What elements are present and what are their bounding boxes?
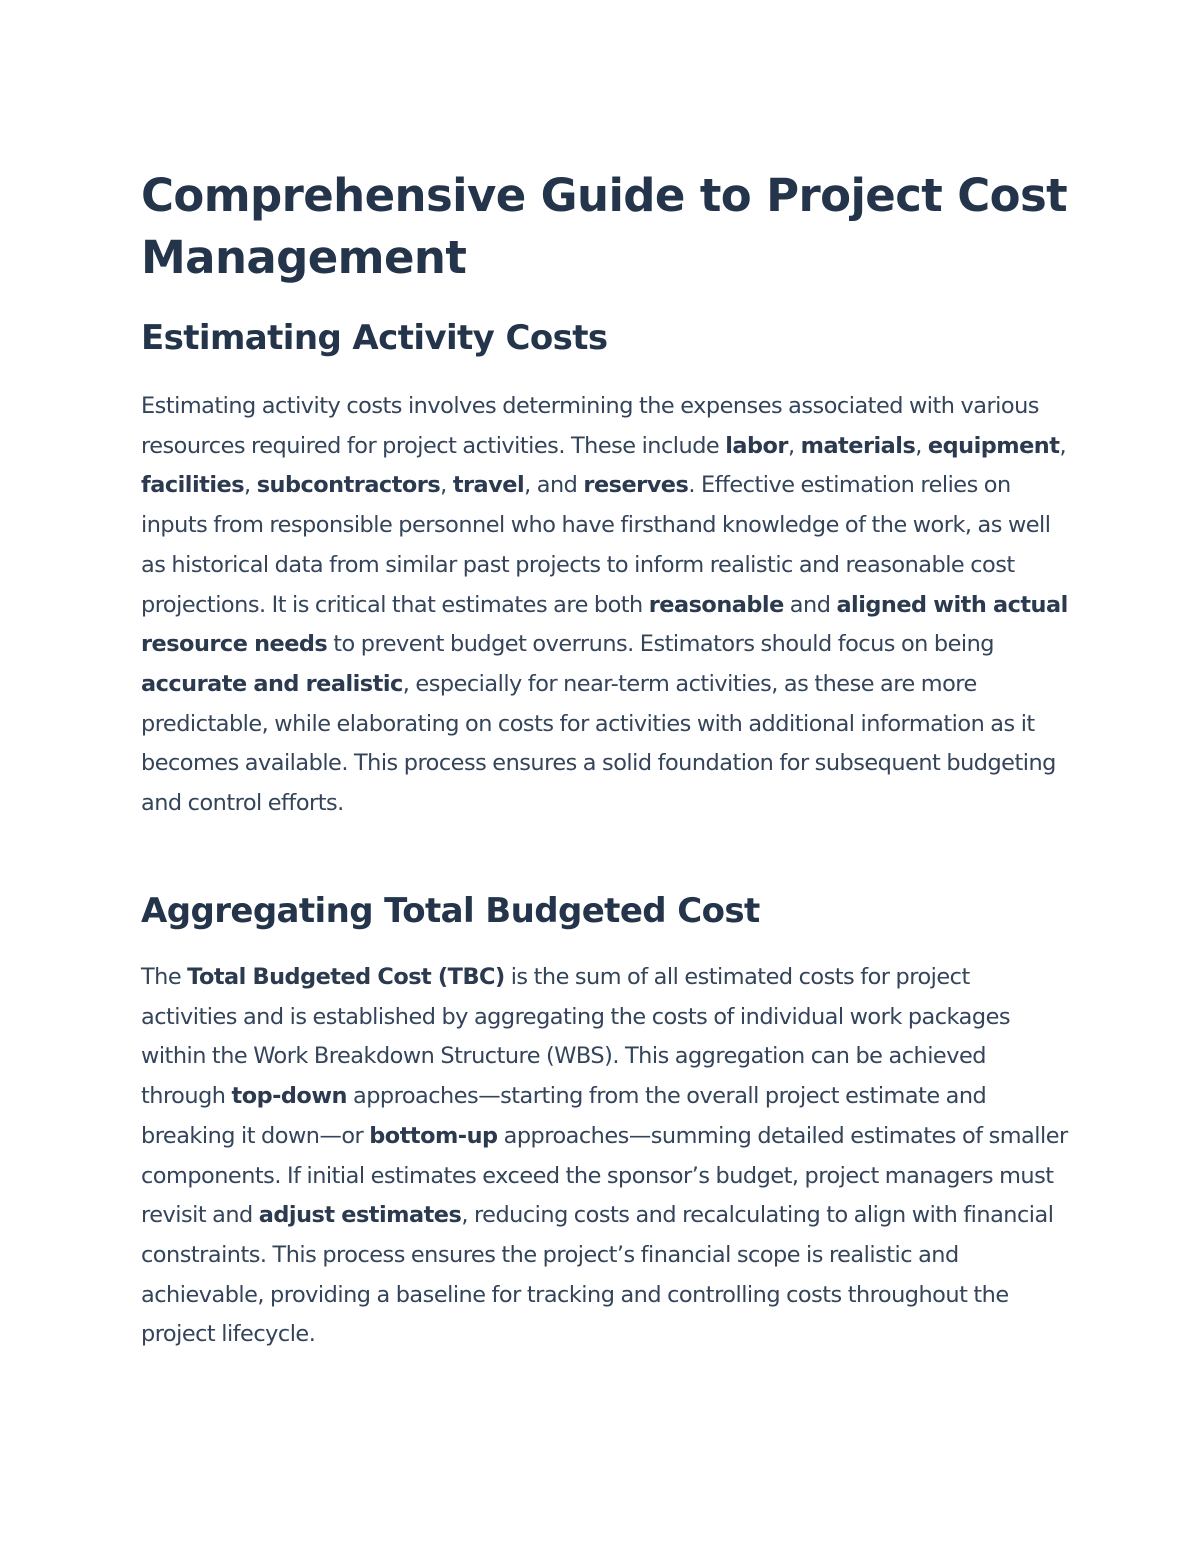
text-run: approaches—summing detailed estimates of smaller components. If initial estimates exceed the sponsor’s budget, project managers must revisit and bbox=[141, 1122, 1068, 1229]
text-run: , and bbox=[524, 472, 584, 499]
emphasis-adjust-estimates: adjust estimates bbox=[258, 1202, 462, 1229]
section-body-estimating bbox=[141, 387, 1071, 824]
emphasis-labor: labor bbox=[725, 432, 788, 459]
text-run: . Effective estimation relies on inputs from responsible personnel who have firsthand knowledge of the work, as well as historical data from similar past projects to inform realistic and reasonable cost projections. It is critical that estimates are both bbox=[141, 472, 1051, 618]
emphasis-subcontractors: subcontractors bbox=[256, 472, 441, 499]
emphasis-aligned-needs: aligned with actual resource needs bbox=[141, 591, 1068, 658]
section-heading-aggregating: Aggregating Total Budgeted Cost bbox=[141, 891, 760, 931]
text-run: , bbox=[915, 432, 928, 459]
page-title: Comprehensive Guide to Project Cost Management bbox=[141, 169, 1068, 284]
text-run: The bbox=[141, 964, 188, 990]
text-run: approaches—starting from the overall project estimate and breaking it down—or bbox=[141, 1083, 987, 1149]
emphasis-travel: travel bbox=[452, 472, 525, 499]
emphasis-materials: materials bbox=[800, 432, 916, 459]
section-heading-estimating: Estimating Activity Costs bbox=[141, 318, 608, 358]
emphasis-equipment: equipment bbox=[927, 432, 1060, 459]
emphasis-reasonable: reasonable bbox=[648, 591, 784, 618]
text-run: , bbox=[787, 432, 801, 459]
emphasis-top-down: top-down bbox=[231, 1083, 347, 1110]
section-body-aggregating bbox=[141, 958, 1071, 1355]
emphasis-facilities: facilities bbox=[141, 472, 245, 499]
text-run: , bbox=[440, 472, 453, 499]
text-run: to prevent budget overruns. Estimators should focus on being bbox=[327, 631, 994, 658]
text-run: , bbox=[244, 472, 257, 499]
text-run: , reducing costs and recalculating to align with financial constraints. This process ensures the project’s financial scope is realistic and achievable, providing a baseline for tracking and controlling costs throughout the project lifecycle. bbox=[141, 1202, 1054, 1348]
emphasis-bottom-up: bottom-up bbox=[369, 1122, 498, 1149]
emphasis-total-budgeted-cost: Total Budgeted Cost (TBC) bbox=[187, 964, 505, 990]
text-run: , especially for near-term activities, as these are more predictable, while elaborating on costs for activities with additional information as it becomes available. This process ensures a solid foundation for subsequent budgeting and control efforts. bbox=[141, 670, 1056, 817]
emphasis-accurate-realistic: accurate and realistic bbox=[141, 670, 403, 697]
text-run: and bbox=[783, 591, 837, 618]
text-run: , bbox=[1059, 432, 1067, 459]
text-run: Estimating activity costs involves determining the expenses associated with various resources required for project activities. These include bbox=[141, 393, 1039, 459]
text-run: is the sum of all estimated costs for project activities and is established by aggregating the costs of individual work packages within the Work Breakdown Structure (WBS). This aggregation can be achieved through bbox=[141, 964, 1011, 1110]
emphasis-reserves: reserves bbox=[583, 472, 689, 499]
